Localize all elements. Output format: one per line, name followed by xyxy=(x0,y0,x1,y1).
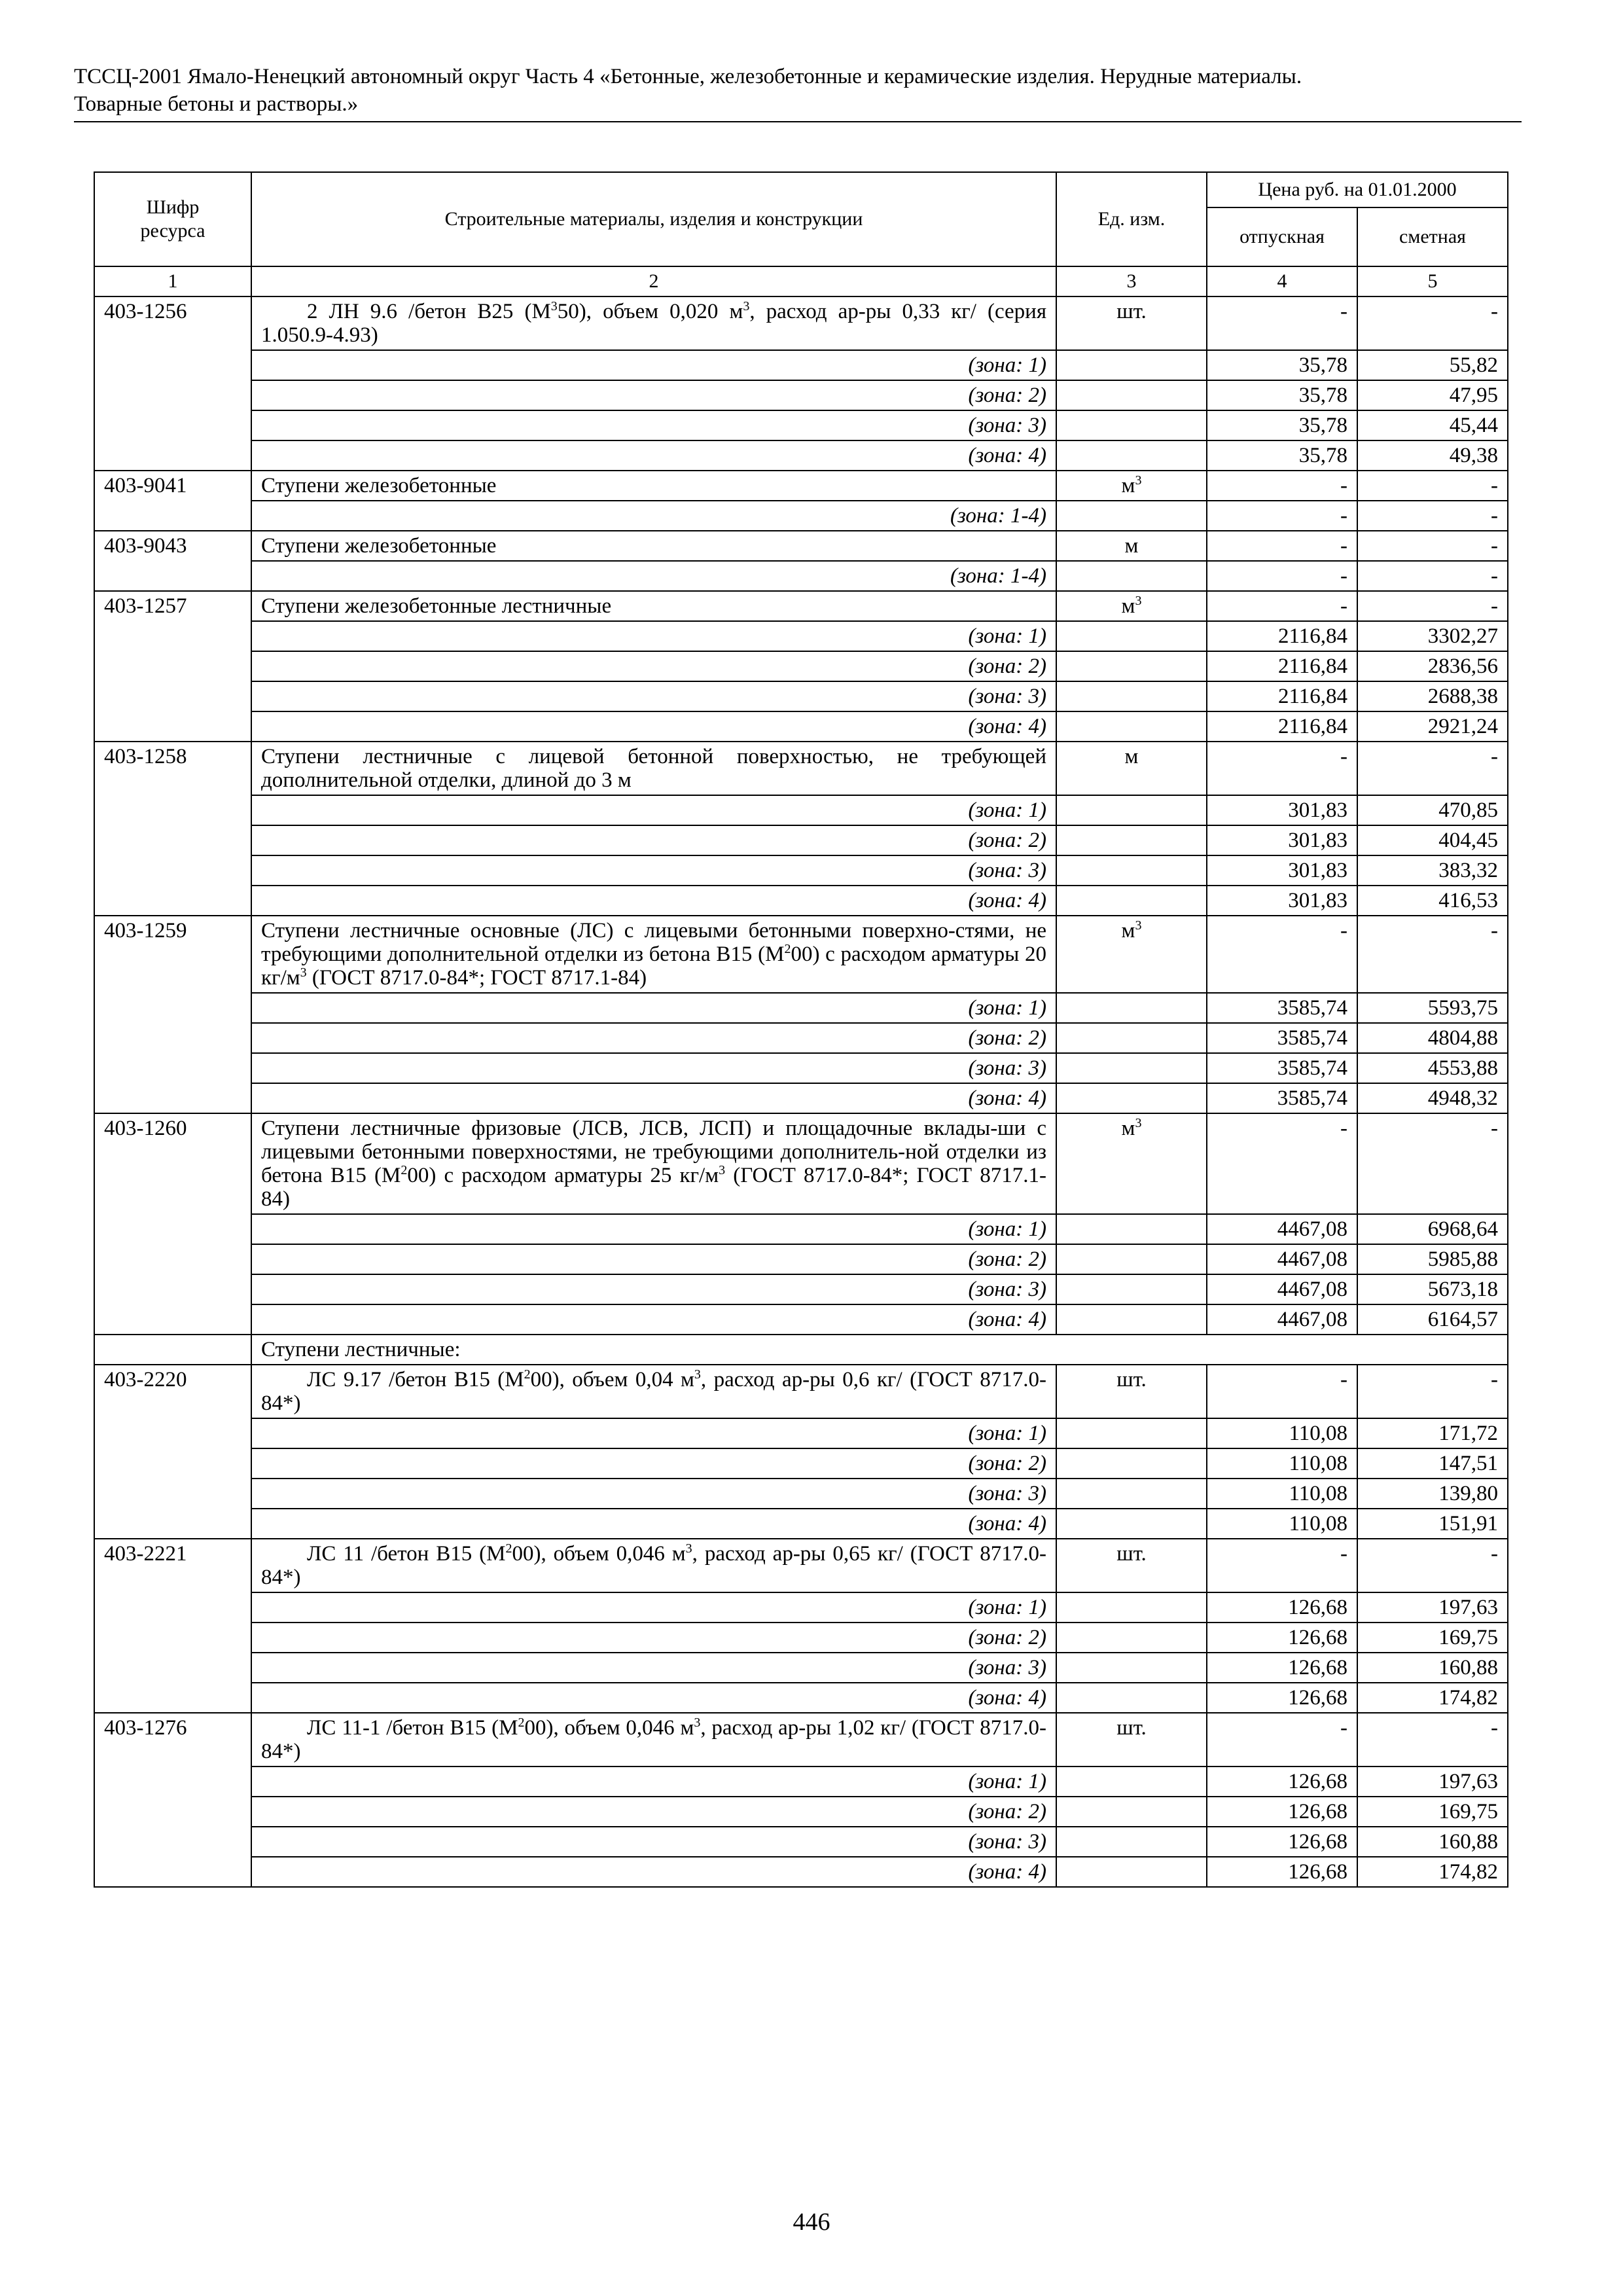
resource-unit: $м^3$ xyxy=(1056,471,1207,501)
zone-row xyxy=(94,1083,1508,1113)
zone-unit xyxy=(1056,1418,1207,1448)
zone-unit xyxy=(1056,410,1207,440)
col-number-5: 5 xyxy=(1357,266,1508,296)
zone-row xyxy=(94,1214,1508,1244)
col-code-header: Шифр ресурса xyxy=(94,172,251,266)
zone-label: (зона: 2) xyxy=(251,825,1056,855)
zone-row xyxy=(94,1623,1508,1653)
release-price: - xyxy=(1207,296,1357,350)
zone-unit xyxy=(1056,380,1207,410)
resource-description: Ступени железобетонные лестничные xyxy=(251,591,1056,621)
zone-label: (зона: 4) xyxy=(251,1304,1056,1335)
zone-release-price: - xyxy=(1207,561,1357,591)
resource-unit: м xyxy=(1056,531,1207,561)
page-header xyxy=(74,63,1522,118)
zone-row xyxy=(94,350,1508,380)
zone-row xyxy=(94,1304,1508,1335)
estimate-price: - xyxy=(1357,471,1508,501)
zone-label: (зона: 1) xyxy=(251,350,1056,380)
zone-row xyxy=(94,681,1508,711)
release-price: - xyxy=(1207,1365,1357,1418)
zone-label: (зона: 1-4) xyxy=(251,501,1056,531)
zone-release-price: 3585,74 xyxy=(1207,1023,1357,1053)
zone-unit xyxy=(1056,561,1207,591)
release-price: - xyxy=(1207,471,1357,501)
table-header xyxy=(94,172,1508,296)
resource-code: 403-9041 xyxy=(94,471,251,531)
zone-release-price: 4467,08 xyxy=(1207,1274,1357,1304)
zone-row xyxy=(94,1274,1508,1304)
zone-release-price: 4467,08 xyxy=(1207,1214,1357,1244)
zone-unit xyxy=(1056,1214,1207,1244)
header-line-1: ТССЦ-2001 Ямало-Ненецкий автономный округ Часть 4 «Бетонные, железобетонные и керамические изделия. Нерудные материалы. xyxy=(74,65,1302,88)
resource-code: 403-2220 xyxy=(94,1365,251,1539)
zone-unit xyxy=(1056,855,1207,886)
section-row xyxy=(94,1335,1508,1365)
zone-row xyxy=(94,1592,1508,1623)
zone-unit xyxy=(1056,1023,1207,1053)
zone-estimate-price: 160,88 xyxy=(1357,1653,1508,1683)
zone-row xyxy=(94,1418,1508,1448)
zone-row xyxy=(94,1448,1508,1479)
zone-release-price: 4467,08 xyxy=(1207,1304,1357,1335)
zone-label: (зона: 4) xyxy=(251,440,1056,471)
col-number-1: 1 xyxy=(94,266,251,296)
release-price: - xyxy=(1207,742,1357,795)
zone-estimate-price: 4553,88 xyxy=(1357,1053,1508,1083)
estimate-price: - xyxy=(1357,296,1508,350)
zone-unit xyxy=(1056,1767,1207,1797)
zone-unit xyxy=(1056,621,1207,651)
zone-label: (зона: 1) xyxy=(251,1592,1056,1623)
zone-label: (зона: 4) xyxy=(251,1683,1056,1713)
estimate-price: - xyxy=(1357,1113,1508,1214)
zone-unit xyxy=(1056,1083,1207,1113)
zone-row xyxy=(94,825,1508,855)
zone-estimate-price: 404,45 xyxy=(1357,825,1508,855)
col-price-group-header: Цена руб. на 01.01.2000 xyxy=(1207,172,1508,207)
zone-release-price: 110,08 xyxy=(1207,1448,1357,1479)
resource-unit: шт. xyxy=(1056,296,1207,350)
zone-estimate-price: 139,80 xyxy=(1357,1479,1508,1509)
zone-release-price: 126,68 xyxy=(1207,1623,1357,1653)
zone-label: (зона: 4) xyxy=(251,711,1056,742)
section-title: Ступени лестничные: xyxy=(251,1335,1508,1365)
resource-code: 403-1258 xyxy=(94,742,251,916)
zone-release-price: 2116,84 xyxy=(1207,711,1357,742)
zone-estimate-price: 174,82 xyxy=(1357,1683,1508,1713)
zone-row xyxy=(94,651,1508,681)
zone-unit xyxy=(1056,1623,1207,1653)
zone-estimate-price: 197,63 xyxy=(1357,1592,1508,1623)
zone-row xyxy=(94,1509,1508,1539)
zone-label: (зона: 3) xyxy=(251,1653,1056,1683)
zone-unit xyxy=(1056,711,1207,742)
page-number: 446 xyxy=(793,2208,830,2236)
resource-unit: $м^3$ xyxy=(1056,916,1207,993)
zone-release-price: 126,68 xyxy=(1207,1653,1357,1683)
table-row xyxy=(94,471,1508,501)
zone-release-price: 2116,84 xyxy=(1207,681,1357,711)
zone-estimate-price: 55,82 xyxy=(1357,350,1508,380)
zone-label: (зона: 2) xyxy=(251,1023,1056,1053)
zone-estimate-price: 3302,27 xyxy=(1357,621,1508,651)
zone-row xyxy=(94,1053,1508,1083)
zone-estimate-price: 6968,64 xyxy=(1357,1214,1508,1244)
resource-description: Ступени железобетонные xyxy=(251,531,1056,561)
resource-code: 403-1276 xyxy=(94,1713,251,1887)
estimate-price: - xyxy=(1357,1713,1508,1767)
zone-release-price: 3585,74 xyxy=(1207,1053,1357,1083)
col-estimate-header: сметная xyxy=(1357,207,1508,266)
zone-unit xyxy=(1056,1244,1207,1274)
zone-unit xyxy=(1056,1857,1207,1887)
section-code-cell xyxy=(94,1335,251,1365)
release-price: - xyxy=(1207,531,1357,561)
col-name-header: Строительные материалы, изделия и конструкции xyxy=(251,172,1056,266)
price-table xyxy=(94,171,1508,1888)
zone-label: (зона: 4) xyxy=(251,1083,1056,1113)
zone-estimate-price: 5673,18 xyxy=(1357,1274,1508,1304)
col-number-2: 2 xyxy=(251,266,1056,296)
zone-label: (зона: 4) xyxy=(251,1857,1056,1887)
zone-unit xyxy=(1056,1797,1207,1827)
zone-unit xyxy=(1056,993,1207,1023)
table-row xyxy=(94,1113,1508,1214)
zone-label: (зона: 1-4) xyxy=(251,561,1056,591)
zone-row xyxy=(94,1797,1508,1827)
resource-code: 403-1259 xyxy=(94,916,251,1113)
zone-label: (зона: 1) xyxy=(251,1767,1056,1797)
zone-unit xyxy=(1056,681,1207,711)
table-row xyxy=(94,742,1508,795)
col-number-4: 4 xyxy=(1207,266,1357,296)
zone-row xyxy=(94,1767,1508,1797)
resource-unit: шт. xyxy=(1056,1365,1207,1418)
estimate-price: - xyxy=(1357,591,1508,621)
table-row xyxy=(94,1365,1508,1418)
header-line-2: Товарные бетоны и растворы.» xyxy=(74,92,359,116)
zone-label: (зона: 2) xyxy=(251,651,1056,681)
zone-estimate-price: - xyxy=(1357,561,1508,591)
zone-row xyxy=(94,1479,1508,1509)
zone-estimate-price: 4804,88 xyxy=(1357,1023,1508,1053)
zone-label: (зона: 2) xyxy=(251,380,1056,410)
zone-label: (зона: 1) xyxy=(251,1214,1056,1244)
zone-label: (зона: 2) xyxy=(251,1623,1056,1653)
zone-label: (зона: 2) xyxy=(251,1448,1056,1479)
zone-release-price: 301,83 xyxy=(1207,886,1357,916)
zone-row xyxy=(94,561,1508,591)
zone-row xyxy=(94,380,1508,410)
zone-unit xyxy=(1056,1479,1207,1509)
zone-estimate-price: 6164,57 xyxy=(1357,1304,1508,1335)
zone-label: (зона: 3) xyxy=(251,681,1056,711)
zone-unit xyxy=(1056,1274,1207,1304)
zone-unit xyxy=(1056,886,1207,916)
zone-row xyxy=(94,1683,1508,1713)
zone-row xyxy=(94,1244,1508,1274)
zone-release-price: 2116,84 xyxy=(1207,621,1357,651)
zone-release-price: 35,78 xyxy=(1207,380,1357,410)
col-number-3: 3 xyxy=(1056,266,1207,296)
zone-estimate-price: 174,82 xyxy=(1357,1857,1508,1887)
zone-estimate-price: 171,72 xyxy=(1357,1418,1508,1448)
zone-estimate-price: 416,53 xyxy=(1357,886,1508,916)
zone-label: (зона: 2) xyxy=(251,1244,1056,1274)
zone-estimate-price: 383,32 xyxy=(1357,855,1508,886)
zone-estimate-price: 4948,32 xyxy=(1357,1083,1508,1113)
resource-description: Ступени железобетонные xyxy=(251,471,1056,501)
zone-estimate-price: 197,63 xyxy=(1357,1767,1508,1797)
resource-unit: шт. xyxy=(1056,1713,1207,1767)
zone-unit xyxy=(1056,440,1207,471)
resource-description: 2 ЛН 9.6 /бетон В25 $(М^350)$, объем 0,020 $м^3$, расход ар-ры 0,33 кг/ (серия 1.050.9-4.93) xyxy=(251,296,1056,350)
zone-release-price: 3585,74 xyxy=(1207,993,1357,1023)
resource-unit: шт. xyxy=(1056,1539,1207,1592)
zone-release-price: - xyxy=(1207,501,1357,531)
zone-release-price: 110,08 xyxy=(1207,1509,1357,1539)
resource-description: Ступени лестничные с лицевой бетонной поверхностью, не требующей дополнительной отделки, длиной до 3 м xyxy=(251,742,1056,795)
zone-release-price: 35,78 xyxy=(1207,350,1357,380)
release-price: - xyxy=(1207,1113,1357,1214)
estimate-price: - xyxy=(1357,531,1508,561)
resource-description: ЛС 9.17 /бетон В15 $(М^200)$, объем 0,04 $м^3$, расход ар-ры 0,6 кг/ (ГОСТ 8717.0-84*) xyxy=(251,1365,1056,1418)
zone-estimate-price: 169,75 xyxy=(1357,1797,1508,1827)
zone-row xyxy=(94,621,1508,651)
estimate-price: - xyxy=(1357,1539,1508,1592)
zone-unit xyxy=(1056,1509,1207,1539)
zone-row xyxy=(94,1827,1508,1857)
release-price: - xyxy=(1207,916,1357,993)
zone-row xyxy=(94,993,1508,1023)
zone-estimate-price: 169,75 xyxy=(1357,1623,1508,1653)
zone-release-price: 301,83 xyxy=(1207,825,1357,855)
zone-label: (зона: 1) xyxy=(251,993,1056,1023)
zone-row xyxy=(94,795,1508,825)
zone-estimate-price: 5985,88 xyxy=(1357,1244,1508,1274)
resource-description: Ступени лестничные основные (ЛС) с лицевыми бетонными поверхно-стями, не требующими дополнительной отделки из бетона В15 $(М^200)$ с расходом арматуры 20 $кг/м^3$ (ГОСТ 8717.0-84*; ГОСТ 8717.1-84) xyxy=(251,916,1056,993)
zone-unit xyxy=(1056,1448,1207,1479)
zone-release-price: 126,68 xyxy=(1207,1683,1357,1713)
header-rule xyxy=(74,121,1522,122)
zone-estimate-price: - xyxy=(1357,501,1508,531)
zone-unit xyxy=(1056,795,1207,825)
zone-unit xyxy=(1056,825,1207,855)
zone-release-price: 126,68 xyxy=(1207,1797,1357,1827)
zone-row xyxy=(94,1023,1508,1053)
resource-unit: $м^3$ xyxy=(1056,1113,1207,1214)
table-row xyxy=(94,1713,1508,1767)
resource-description: ЛС 11 /бетон В15 $(М^200)$, объем 0,046 $м^3$, расход ар-ры 0,65 кг/ (ГОСТ 8717.0-84*) xyxy=(251,1539,1056,1592)
zone-unit xyxy=(1056,651,1207,681)
estimate-price: - xyxy=(1357,916,1508,993)
zone-release-price: 35,78 xyxy=(1207,440,1357,471)
table-row xyxy=(94,591,1508,621)
zone-label: (зона: 1) xyxy=(251,1418,1056,1448)
resource-code: 403-1257 xyxy=(94,591,251,742)
zone-label: (зона: 3) xyxy=(251,1274,1056,1304)
table-row xyxy=(94,296,1508,350)
zone-label: (зона: 3) xyxy=(251,1479,1056,1509)
zone-label: (зона: 4) xyxy=(251,1509,1056,1539)
zone-label: (зона: 3) xyxy=(251,410,1056,440)
zone-row xyxy=(94,711,1508,742)
zone-release-price: 2116,84 xyxy=(1207,651,1357,681)
zone-row xyxy=(94,440,1508,471)
zone-estimate-price: 151,91 xyxy=(1357,1509,1508,1539)
estimate-price: - xyxy=(1357,1365,1508,1418)
zone-release-price: 301,83 xyxy=(1207,855,1357,886)
table-row xyxy=(94,916,1508,993)
zone-label: (зона: 4) xyxy=(251,886,1056,916)
zone-release-price: 301,83 xyxy=(1207,795,1357,825)
estimate-price: - xyxy=(1357,742,1508,795)
resource-unit: м xyxy=(1056,742,1207,795)
zone-label: (зона: 1) xyxy=(251,621,1056,651)
zone-row xyxy=(94,1653,1508,1683)
col-release-header: отпускная xyxy=(1207,207,1357,266)
zone-estimate-price: 45,44 xyxy=(1357,410,1508,440)
resource-code: 403-1256 xyxy=(94,296,251,471)
zone-estimate-price: 47,95 xyxy=(1357,380,1508,410)
zone-estimate-price: 2836,56 xyxy=(1357,651,1508,681)
zone-estimate-price: 49,38 xyxy=(1357,440,1508,471)
zone-unit xyxy=(1056,1053,1207,1083)
zone-label: (зона: 3) xyxy=(251,1827,1056,1857)
zone-unit xyxy=(1056,350,1207,380)
zone-estimate-price: 147,51 xyxy=(1357,1448,1508,1479)
zone-release-price: 110,08 xyxy=(1207,1418,1357,1448)
zone-release-price: 126,68 xyxy=(1207,1857,1357,1887)
zone-row xyxy=(94,410,1508,440)
zone-release-price: 110,08 xyxy=(1207,1479,1357,1509)
zone-release-price: 4467,08 xyxy=(1207,1244,1357,1274)
zone-unit xyxy=(1056,1827,1207,1857)
zone-label: (зона: 2) xyxy=(251,1797,1056,1827)
zone-estimate-price: 470,85 xyxy=(1357,795,1508,825)
zone-estimate-price: 2688,38 xyxy=(1357,681,1508,711)
resource-description: ЛС 11-1 /бетон В15 $(М^200)$, объем 0,046 $м^3$, расход ар-ры 1,02 кг/ (ГОСТ 8717.0-84*) xyxy=(251,1713,1056,1767)
zone-estimate-price: 160,88 xyxy=(1357,1827,1508,1857)
table-row xyxy=(94,531,1508,561)
zone-unit xyxy=(1056,1683,1207,1713)
resource-code: 403-9043 xyxy=(94,531,251,591)
zone-release-price: 126,68 xyxy=(1207,1767,1357,1797)
zone-unit xyxy=(1056,501,1207,531)
zone-row xyxy=(94,501,1508,531)
zone-estimate-price: 5593,75 xyxy=(1357,993,1508,1023)
zone-label: (зона: 3) xyxy=(251,1053,1056,1083)
release-price: - xyxy=(1207,591,1357,621)
table-body xyxy=(94,296,1508,1887)
resource-code: 403-2221 xyxy=(94,1539,251,1713)
resource-description: Ступени лестничные фризовые (ЛСВ, ЛСВ, ЛСП) и площадочные вклады-ши с лицевыми бетонными поверхностями, не требующими дополнитель-ной отделки из бетона В15 $(М^200)$ с расходом арматуры 25 $кг/м^3$ (ГОСТ 8717.0-84*; ГОСТ 8717.1-84) xyxy=(251,1113,1056,1214)
zone-release-price: 3585,74 xyxy=(1207,1083,1357,1113)
release-price: - xyxy=(1207,1713,1357,1767)
zone-row xyxy=(94,1857,1508,1887)
zone-estimate-price: 2921,24 xyxy=(1357,711,1508,742)
zone-release-price: 126,68 xyxy=(1207,1827,1357,1857)
resource-code: 403-1260 xyxy=(94,1113,251,1335)
zone-row xyxy=(94,855,1508,886)
zone-release-price: 126,68 xyxy=(1207,1592,1357,1623)
zone-label: (зона: 1) xyxy=(251,795,1056,825)
resource-unit: $м^3$ xyxy=(1056,591,1207,621)
zone-unit xyxy=(1056,1653,1207,1683)
col-unit-header: Ед. изм. xyxy=(1056,172,1207,266)
release-price: - xyxy=(1207,1539,1357,1592)
zone-label: (зона: 3) xyxy=(251,855,1056,886)
zone-release-price: 35,78 xyxy=(1207,410,1357,440)
zone-unit xyxy=(1056,1592,1207,1623)
zone-unit xyxy=(1056,1304,1207,1335)
table-row xyxy=(94,1539,1508,1592)
zone-row xyxy=(94,886,1508,916)
